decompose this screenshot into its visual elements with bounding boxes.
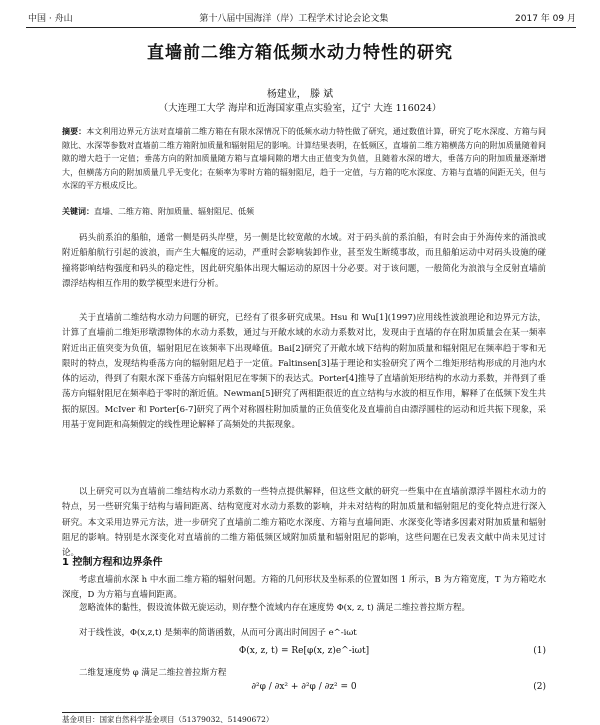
header-proceedings: 第十八届中国海洋（岸）工程学术讨论会论文集 <box>199 13 389 24</box>
equation-2-body: ∂²φ / ∂x² + ∂²φ / ∂z² = 0 <box>251 682 357 692</box>
equation-2-number: (2) <box>533 682 546 692</box>
equation-1-body: Φ(x, z, t) = Re[φ(x, z)e^-iωt] <box>238 646 370 656</box>
equation-1-number: (1) <box>533 646 546 656</box>
paper-affiliation: （大连理工大学 海岸和近海国家重点实验室，辽宁 大连 116024） <box>158 103 442 114</box>
paragraph-laplace: 二维复速度势 φ 满足二维拉普拉斯方程 <box>79 668 227 678</box>
paragraph-linear-wave: 对于线性波，Φ(x,z,t) 是频率的简谐函数，从而可分离出时间因子 e^-iωt <box>79 628 357 638</box>
paragraph-literature: 关于直墙前二维结构水动力问题的研究，已经有了很多研究成果。Hsu 和 Wu[1](1997)应用线性波浪理论和边界元方法，计算了直墙前二维矩形墩漂物体的水动力系数，通过与开敞水域的水动力系数对比，发现由于直墙的存在附加质量会在某一频率附近出正值突变为负值，辐射阻尼在该频率下出现峰值。Bai[2]研究了开敞水域下结构的附加质量和辐射阻尼在频率趋于零和无限时的特点，发现结构垂荡方向的辐射阻尼趋于一定值。Faltinsen[3]基于理论和实验研究了两个二维矩形结构形成的月池内水体的运动，得到了有限水深下垂荡方向辐射阻尼在零频下的表达式。Porter[4]推导了直墙前矩形结构的水动力系数，并得到了垂荡方向辐射阻尼在频率趋于零时的渐近值。Newman[5]研究了两相距很近的直立结构与水波的相互作用，解释了在低频下发生共振的原因。McIver 和 Porter[6-7]研究了两个对称圆柱附加质量的正负值变化及直墙前自由漂浮圆柱的运动和近共振下现象，采用基于宽间距和高频假定的线性理论解释了高频处的共振现象。 <box>62 313 546 431</box>
header-date: 2017 年 09 月 <box>515 13 576 24</box>
keywords <box>62 206 546 217</box>
equation-2 <box>62 682 546 712</box>
keywords-text: 直墙、二维方箱、附加质量、辐射阻尼、低频 <box>94 207 254 216</box>
section-heading: 1 控制方程和边界条件 <box>62 557 163 568</box>
footnote-divider <box>62 712 152 713</box>
footnote-funding: 基金项目：国家自然科学基金项目（51379032、51490672） <box>62 715 274 724</box>
paragraph-motivation: 以上研究可以为直墙前二维结构水动力系数的一些特点提供解释，但这些文献的研究一些集中在直墙前漂浮半圆柱水动力的特点，另一些研究集于结构与墙间距离、结构宽度对水动力系数的影响，并未对结构的附加质量和辐射阻尼的变化特点进行深入研究。本文采用边界元方法，进一步研究了直墙前二维方箱吃水深度、方箱与直墙间距、水深变化等诸多因素对附加质量和辐射阻尼的影响。特别是水深变化对直墙前的二维方箱低频区域附加质量和辐射阻尼的影响，这些问题在已发表文献中尚未见过讨论。 <box>62 487 546 559</box>
header-location: 中国 · 舟山 <box>28 13 73 24</box>
abstract <box>62 125 546 193</box>
header-divider <box>26 27 576 28</box>
paragraph-intro: 码头前系泊的船舶，通常一侧是码头岸壁，另一侧是比较宽敞的水域。对于码头前的系泊船，有时会由于外海传来的涌浪或附近船舶航行引起的波浪，而产生大幅度的运动，严重时会影响装卸作业，甚至发生断缆事故，而且船舶运动中对码头设施的碰撞将影响结构强度和码头的稳定性，因此研究船体出现大幅运动的原因十分必要。对于该问题，一般简化为浪浪与全反射直墙前漂浮结构相互作用的数学模型来进行分析。 <box>62 233 546 289</box>
paragraph-assumption: 忽略流体的黏性，假设流体做无旋运动，则存整个流域内存在速度势 Φ(x, z, t) 满足二维拉普拉斯方程。 <box>79 603 471 613</box>
paragraph-problem: 考虑直墙前水深 h 中水面二维方箱的辐射问题。方箱的几何形状及坐标系的位置如图 1 所示，B 为方箱宽度，T 为方箱吃水深度，D 为方箱与直墙间距离。 <box>62 575 546 601</box>
abstract-text: 本文利用边界元方法对直墙前二维方箱在有限水深情况下的低频水动力特性做了研究，通过数值计算，研究了吃水深度、方箱与间隙比、水深等参数对直墙前二维方箱附加质量和辐射阻尼的影响。计算结果表明，在低频区，直墙前二维方箱横荡方向的附加质量随着间隙的增大趋于一定值；垂荡方向的附加质量随方箱与直墙间隙的增大由正值变为负值，且随着水深的增大，垂荡方向的附加质量逐渐增大，但横荡方向的附加质量几乎无变化；在频率为零时方箱的辐射阻尼，趋于一定值，与方箱的吃水深度、方箱与直墙的间距无关，但与水深的平方根成反比。 <box>62 127 546 190</box>
running-header <box>28 9 576 25</box>
paper-title: 直墙前二维方箱低频水动力特性的研究 <box>147 43 453 63</box>
paper-authors: 杨建业， 滕 斌 <box>266 89 334 100</box>
keywords-label: 关键词： <box>62 207 94 216</box>
equation-2-term-z: ∂²φ / ∂z² <box>301 682 338 692</box>
abstract-label: 摘要： <box>62 127 87 136</box>
equation-2-term-x: ∂²φ / ∂x² <box>251 682 289 692</box>
